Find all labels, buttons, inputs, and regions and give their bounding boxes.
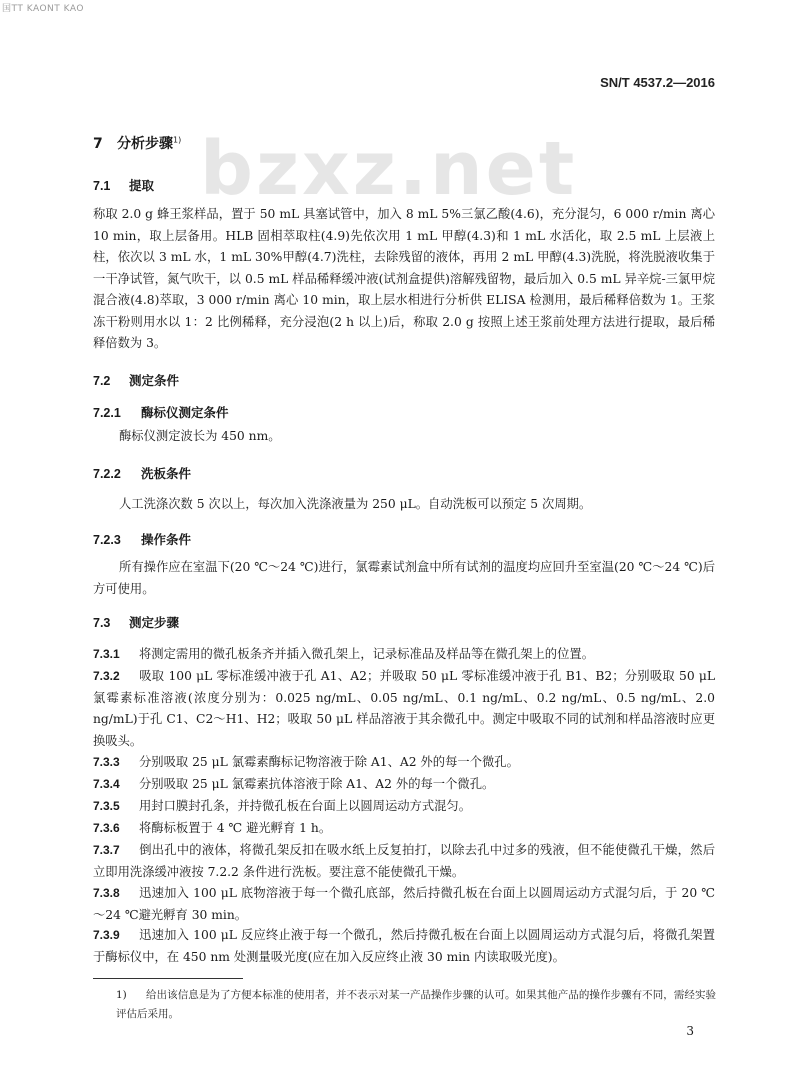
step-text: 将测定需用的微孔板条齐并插入微孔架上，记录标准品及样品等在微孔架上的位置。 <box>139 647 594 661</box>
step-text: 迅速加入 100 μL 反应终止液于每一个微孔，然后持微孔板在台面上以圆周运动方式混匀后，将微孔架置于酶标仪中，在 450 nm 处测量吸光度(应在加入反应终止液 30 min 内读取吸光度)。 <box>93 928 715 964</box>
step-text: 将酶标板置于 4 ℃ 避光孵育 1 h。 <box>139 821 332 835</box>
section-title: 测定条件 <box>129 373 180 388</box>
section-number: 7.2.2 <box>93 467 121 481</box>
step-text: 吸取 100 μL 零标准缓冲液于孔 A1、A2；并吸取 50 μL 零标准缓冲液于孔 B1、B2；分别吸取 50 μL 氯霉素标准溶液(浓度分别为：0.025 ng/mL、0.05 ng/mL、0.1 ng/mL、0.2 ng/mL、0.5 ng/mL、2.0 ng/mL)于孔 C1、C2～H1、H2；吸取 50 μL 样品溶液于其余微孔中。测定中吸取不同的试剂和样品溶液时应更换吸头。 <box>93 669 715 748</box>
footnote-text: 给出该信息是为了方便本标准的使用者，并不表示对某一产品操作步骤的认可。如果其他产品的操作步骤有不同，需经实验评估后采用。 <box>116 989 716 1020</box>
procedure-step <box>93 883 715 926</box>
procedure-step <box>93 818 715 840</box>
section-number: 7.2.3 <box>93 533 121 547</box>
section-number: 7.2 <box>93 374 111 388</box>
section-number: 7.2.1 <box>93 406 121 420</box>
procedure-step <box>93 774 715 796</box>
step-number: 7.3.7 <box>93 843 120 857</box>
procedure-step <box>93 796 715 818</box>
section-title: 提取 <box>129 178 155 193</box>
footnote-mark: 1) <box>173 135 182 145</box>
section-title: 洗板条件 <box>141 466 192 481</box>
section-number: 7.3 <box>93 616 111 630</box>
section-heading-7-2 <box>93 371 179 389</box>
section-number: 7.1 <box>93 179 111 193</box>
step-number: 7.3.9 <box>93 928 120 942</box>
section-heading-7-3 <box>93 613 179 631</box>
paragraph-wash-conditions: 人工洗涤次数 5 次以上，每次加入洗涤液量为 250 μL。自动洗板可以预定 5 次周期。 <box>119 497 592 511</box>
paragraph-operating-conditions: 所有操作应在室温下(20 ℃～24 ℃)进行，氯霉素试剂盒中所有试剂的温度均应回升至室温(20 ℃～24 ℃)后方可使用。 <box>93 560 715 596</box>
step-number: 7.3.6 <box>93 821 120 835</box>
procedure-step <box>93 644 715 666</box>
footnote-divider <box>93 978 243 979</box>
step-number: 7.3.4 <box>93 777 120 791</box>
section-heading-7-2-2 <box>93 464 191 482</box>
step-number: 7.3.3 <box>93 755 120 769</box>
procedure-step <box>93 666 715 752</box>
step-text: 分别吸取 25 μL 氯霉素抗体溶液于除 A1、A2 外的每一个微孔。 <box>139 777 495 791</box>
footnote <box>116 986 716 1024</box>
procedure-step <box>93 925 715 968</box>
section-number: 7 <box>93 136 103 152</box>
section-title: 酶标仪测定条件 <box>141 405 229 420</box>
procedure-step <box>93 752 715 774</box>
step-number: 7.3.8 <box>93 886 120 900</box>
step-text: 分别吸取 25 μL 氯霉素酶标记物溶液于除 A1、A2 外的每一个微孔。 <box>139 755 519 769</box>
procedure-step <box>93 840 715 883</box>
section-heading-7-2-1 <box>93 403 229 421</box>
section-heading-7 <box>93 133 181 153</box>
watermark: bzxz.net <box>200 126 578 212</box>
step-number: 7.3.5 <box>93 799 120 813</box>
section-title: 测定步骤 <box>129 615 180 630</box>
document-code: SN/T 4537.2—2016 <box>600 75 715 90</box>
paragraph-extraction: 称取 2.0 g 蜂王浆样品，置于 50 mL 具塞试管中，加入 8 mL 5%三氯乙酸(4.6)，充分混匀，6 000 r/min 离心 10 min，取上层备用。HLB 固相萃取柱(4.9)先依次用 1 mL 甲醇(4.3)和 1 mL 水活化，取 2.5 mL 上层液上柱，依次以 3 mL 水，1 mL 30%甲醇(4.7)洗柱，去除残留的液体，再用 2 mL 甲醇(4.3)洗脱，将洗脱液收集于一干净试管，氮气吹干，以 0.5 mL 样品稀释缓冲液(试剂盒提供)溶解残留物，最后加入 0.5 mL 异辛烷-三氯甲烷混合液(4.8)萃取，3 000 r/min 离心 10 min，取上层水相进行分析供 ELISA 检测用，最后稀释倍数为 1。王浆冻干粉则用水以 1：2 比例稀释，充分浸泡(2 h 以上)后，称取 2.0 g 按照上述王浆前处理方法进行提取，最后稀释倍数为 3。 <box>93 207 715 350</box>
step-text: 倒出孔中的液体，将微孔架反扣在吸水纸上反复拍打，以除去孔中过多的残液，但不能使微孔干燥，然后立即用洗涤缓冲液按 7.2.2 条件进行洗板。要注意不能使微孔干燥。 <box>93 843 715 879</box>
section-title: 分析步骤 <box>117 136 173 152</box>
step-number: 7.3.2 <box>93 669 120 683</box>
section-heading-7-2-3 <box>93 530 191 548</box>
site-watermark-text: 国TT KAONT KAO <box>2 4 84 14</box>
section-heading-7-1 <box>93 176 154 194</box>
page-number: 3 <box>686 1024 694 1038</box>
paragraph-reader-conditions: 酶标仪测定波长为 450 nm。 <box>119 429 281 443</box>
section-title: 操作条件 <box>141 532 192 547</box>
footnote-number: 1) <box>116 989 127 1001</box>
step-text: 迅速加入 100 μL 底物溶液于每一个微孔底部，然后持微孔板在台面上以圆周运动方式混匀后，于 20 ℃～24 ℃避光孵育 30 min。 <box>93 886 715 922</box>
step-number: 7.3.1 <box>93 647 120 661</box>
step-text: 用封口膜封孔条，并持微孔板在台面上以圆周运动方式混匀。 <box>139 799 472 813</box>
